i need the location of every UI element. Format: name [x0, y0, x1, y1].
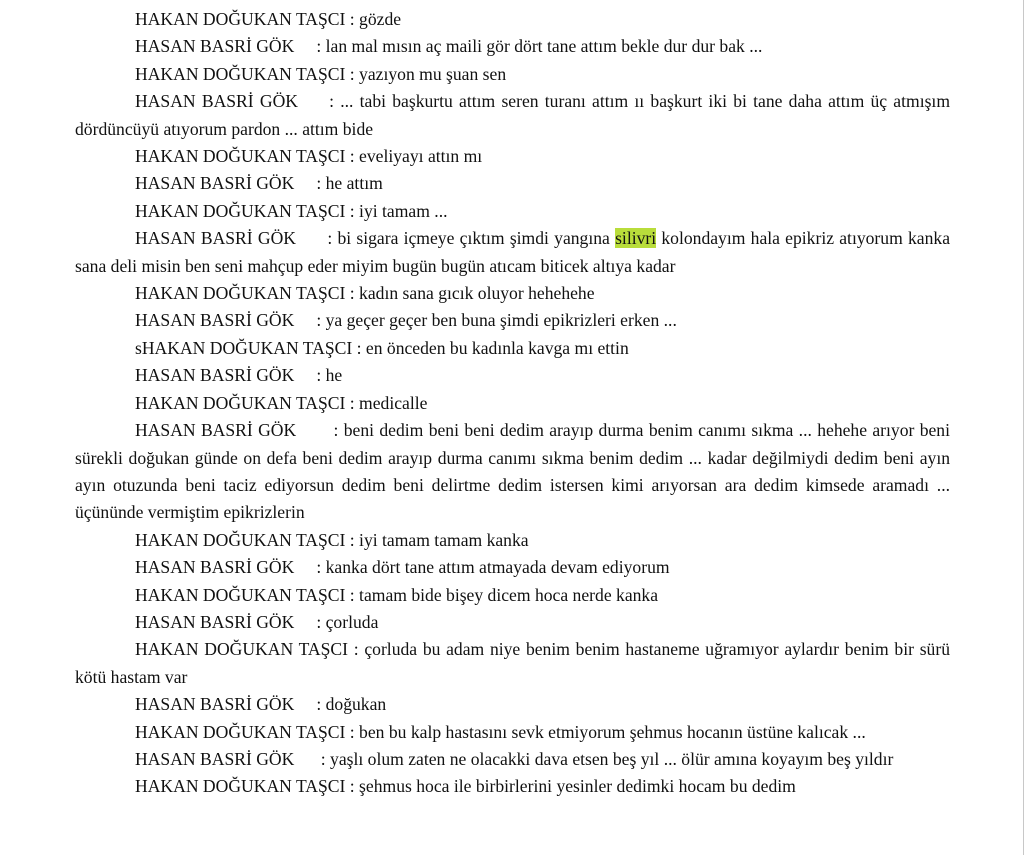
speaker-name: HASAN BASRİ GÖK	[135, 91, 298, 112]
transcript-line	[75, 609, 950, 636]
speaker-name: HASAN BASRİ GÖK	[135, 173, 295, 194]
utterance-text: : iyi tamam tamam kanka	[345, 529, 529, 550]
speaker-name: HAKAN DOĞUKAN TAŞCI	[135, 63, 346, 84]
transcript-line	[75, 170, 950, 197]
utterance-text: : gözde	[345, 9, 402, 29]
utterance-text: : çorluda bu adam niye benim benim hastaneme uğramıyor aylardır benim bir sürü kötü hastam var	[75, 639, 955, 687]
utterance-text: : kanka dört tane attım atmayada devam ediyorum	[294, 557, 670, 578]
speaker-name: HAKAN DOĞUKAN TAŞCI	[135, 392, 346, 413]
transcript-line	[75, 280, 950, 307]
transcript-line	[75, 719, 950, 746]
speaker-name: HASAN BASRİ GÖK	[135, 36, 295, 57]
transcript-document	[75, 6, 955, 801]
transcript-line	[75, 636, 955, 691]
speaker-name: HAKAN DOĞUKAN TAŞCI	[135, 721, 346, 742]
utterance-text: : he attım	[294, 173, 383, 194]
transcript-line	[75, 88, 955, 143]
speaker-name: HASAN BASRİ GÖK	[135, 365, 295, 386]
transcript-line	[75, 390, 950, 417]
transcript-line	[75, 527, 950, 554]
speaker-name: HAKAN DOĞUKAN TAŞCI	[135, 529, 346, 550]
transcript-line	[75, 362, 950, 389]
speaker-name: HASAN BASRİ GÖK	[135, 557, 295, 578]
utterance-text: : en önceden bu kadınla kavga mı ettin	[352, 337, 629, 358]
utterance-text: : bi sigara içmeye çıktım şimdi yangına	[296, 228, 616, 249]
transcript-line	[75, 582, 950, 609]
transcript-line	[75, 691, 950, 718]
utterance-text: : çorluda	[294, 611, 379, 632]
speaker-name: HAKAN DOĞUKAN TAŞCI	[135, 584, 346, 605]
transcript-line	[75, 307, 950, 334]
utterance-text: : doğukan	[294, 694, 387, 715]
transcript-line	[75, 143, 950, 170]
speaker-name: HAKAN DOĞUKAN TAŞCI	[135, 9, 346, 29]
speaker-name: sHAKAN DOĞUKAN TAŞCI	[135, 337, 353, 358]
transcript-line	[75, 554, 950, 581]
speaker-name: HAKAN DOĞUKAN TAŞCI	[135, 200, 346, 221]
transcript-line	[75, 746, 950, 773]
utterance-text: : tamam bide bişey dicem hoca nerde kanka	[345, 584, 659, 605]
utterance-text: : kadın sana gıcık oluyor hehehehe	[345, 283, 595, 304]
transcript-line	[75, 198, 950, 225]
utterance-text: : ... tabi başkurtu attım seren turanı attım ıı başkurt iki bi tane daha attım üç atmışım dördüncüyü atıyorum pardon ... attım bide	[75, 91, 955, 139]
utterance-text: : ya geçer geçer ben buna şimdi epikrizleri erken ...	[294, 310, 677, 331]
utterance-text: : lan mal mısın aç maili gör dört tane attım bekle dur dur bak ...	[294, 36, 763, 57]
utterance-text: : medicalle	[345, 392, 428, 413]
utterance-text: : eveliyayı attın mı	[345, 146, 483, 167]
utterance-text: : he	[294, 365, 343, 386]
utterance-text: : yaşlı olum zaten ne olacakki dava etsen beş yıl ... ölür amına koyayım beş yıldır	[294, 748, 894, 769]
transcript-line	[75, 773, 950, 800]
utterance-text: kolondayım hala epikriz atıyorum kanka sana deli misin ben seni mahçup eder miyim bugün bugün atıcam biticek altıya kadar	[75, 228, 955, 276]
transcript-line	[75, 417, 955, 527]
speaker-name: HASAN BASRİ GÖK	[135, 228, 296, 249]
speaker-name: HASAN BASRİ GÖK	[135, 420, 297, 441]
transcript-line	[75, 33, 950, 60]
transcript-line	[75, 61, 950, 88]
transcript-line	[75, 225, 955, 280]
highlighted-word: silivri	[615, 228, 657, 249]
speaker-name: HASAN BASRİ GÖK	[135, 310, 295, 331]
utterance-text: : beni dedim beni beni dedim arayıp durma benim canımı sıkma ... hehehe arıyor beni sürekli doğukan günde on defa beni dedim arayıp durma canımı sıkma benim dedim ... kadar değilmiydi dedim beni ayın ayın otuzunda beni taciz ediyorsun dedim beni delirtme dedim istersen kimi arıyorsan ara dedim kimsede aramadı ... üçününde vermiştim epikrizlerin	[75, 420, 955, 523]
speaker-name: HASAN BASRİ GÖK	[135, 611, 295, 632]
speaker-name: HAKAN DOĞUKAN TAŞCI	[135, 146, 346, 167]
speaker-name: HAKAN DOĞUKAN TAŞCI	[135, 776, 346, 797]
utterance-text: : şehmus hoca ile birbirlerini yesinler dedimki hocam bu dedim	[345, 776, 796, 797]
transcript-line	[75, 6, 950, 33]
utterance-text: : iyi tamam ...	[345, 200, 448, 221]
speaker-name: HASAN BASRİ GÖK	[135, 694, 295, 715]
transcript-line	[75, 335, 950, 362]
utterance-text: : ben bu kalp hastasını sevk etmiyorum şehmus hocanın üstüne kalıcak ...	[345, 721, 866, 742]
speaker-name: HAKAN DOĞUKAN TAŞCI	[135, 283, 346, 304]
utterance-text: : yazıyon mu şuan sen	[345, 63, 507, 84]
speaker-name: HASAN BASRİ GÖK	[135, 748, 295, 769]
speaker-name: HAKAN DOĞUKAN TAŞCI	[135, 639, 349, 660]
